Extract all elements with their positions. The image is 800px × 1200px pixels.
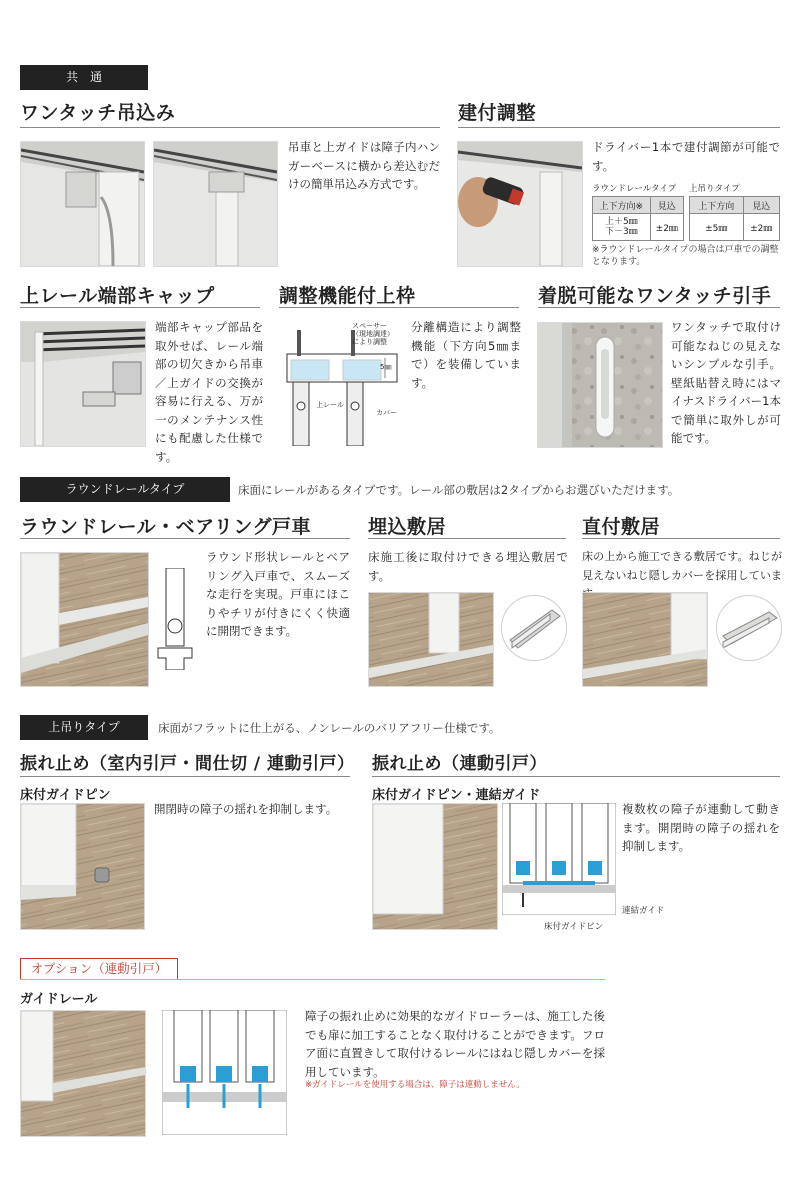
table-header: 上下方向 xyxy=(690,197,744,214)
onetouch-text: 吊車と上ガイドは障子内ハンガーベースに横から差込むだけの簡単吊込み方式です。 xyxy=(288,140,440,191)
sway2-subtitle: 床付ガイドピン・連結ガイド xyxy=(372,788,541,803)
divider xyxy=(20,127,440,128)
embedded-text: 床施工後に取付けできる埋込敷居です。 xyxy=(368,550,568,583)
option-diagram xyxy=(162,1010,287,1135)
table-cell: ±2㎜ xyxy=(743,214,779,241)
divider xyxy=(538,307,780,308)
frame-label-5mm: 5㎜ xyxy=(380,363,392,371)
sway2-title: 振れ止め（連動引戸） xyxy=(372,754,547,774)
divider xyxy=(582,538,780,539)
table-header: 見込 xyxy=(650,197,683,214)
adjust-note: ※ラウンドレールタイプの場合は戸車での調整となります。 xyxy=(592,245,779,267)
section-tag-option: オプション（連動引戸） xyxy=(20,958,178,980)
sway2-label-pin: 床付ガイドピン xyxy=(544,922,604,932)
divider xyxy=(20,776,350,777)
frame-label-cover: カバー xyxy=(376,409,397,417)
option-photo xyxy=(20,1010,146,1137)
onetouch-photo-1 xyxy=(20,141,145,267)
sway1-text: 開閉時の障子の揺れを抑制します。 xyxy=(154,802,338,816)
sway1-photo xyxy=(20,803,145,930)
divider xyxy=(279,307,519,308)
divider xyxy=(368,538,566,539)
direct-title: 直付敷居 xyxy=(582,516,661,538)
section-tag-common: 共 通 xyxy=(20,65,148,90)
adjust-text: ドライバー1本で建付調節が可能です。 xyxy=(592,140,780,173)
onetouch-photo-2 xyxy=(153,141,278,267)
divider xyxy=(20,979,605,980)
table-cell: 上＋5㎜ 下－3㎜ xyxy=(593,214,651,241)
sway2-photo xyxy=(372,803,498,930)
direct-photo xyxy=(582,592,708,687)
option-subtitle: ガイドレール xyxy=(20,992,98,1007)
frame-text: 分離構造により調整機能（下方向5㎜まで）を装備しています。 xyxy=(411,320,521,390)
round-lead: 床面にレールがあるタイプです。レール部の敷居は2タイプからお選びいただけます。 xyxy=(238,483,680,497)
handle-title: 着脱可能なワンタッチ引手 xyxy=(538,285,772,307)
table-header: 上下方向※ xyxy=(593,197,651,214)
adjust-hang-label: 上吊りタイプ xyxy=(689,184,740,194)
option-note: ※ガイドレールを使用する場合は、障子は連動しません。 xyxy=(305,1080,525,1090)
adjust-round-label: ラウンドレールタイプ xyxy=(592,184,677,194)
direct-sill-detail xyxy=(716,595,782,661)
bearing-photo xyxy=(20,552,149,687)
adjust-title: 建付調整 xyxy=(458,102,537,124)
handle-photo xyxy=(537,322,663,448)
onetouch-title: ワンタッチ吊込み xyxy=(20,102,176,124)
direct-text: 床の上から施工できる敷居です。ねじが見えないねじ隠しカバーを採用していま xyxy=(582,550,782,582)
bearing-diagram xyxy=(156,568,194,670)
cap-photo xyxy=(20,321,146,447)
bearing-title: ラウンドレール・ベアリング戸車 xyxy=(20,516,311,538)
divider xyxy=(20,538,350,539)
cap-text: 端部キャップ部品を取外せば、レール端部の切欠きから吊車／上ガイドの交換が容易に行える、万が一のメンテナンス性にも配慮した仕様です。 xyxy=(155,320,263,464)
frame-label-rail: 上レール xyxy=(316,401,344,409)
sway2-diagram xyxy=(502,803,616,915)
section-tag-hanging: 上吊りタイプ xyxy=(20,715,148,740)
adjust-round-table xyxy=(592,196,684,241)
table-header: 見込 xyxy=(743,197,779,214)
frame-title: 調整機能付上枠 xyxy=(279,285,416,307)
divider xyxy=(458,127,780,128)
sway2-label-link: 連結ガイド xyxy=(622,906,665,916)
sway2-text: 複数枚の障子が連動して動きます。開閉時の障子の揺れを抑制します。 xyxy=(622,802,780,853)
embedded-photo xyxy=(368,592,494,687)
cap-title: 上レール端部キャップ xyxy=(20,285,215,307)
sway1-title: 振れ止め（室内引戸・間仕切 / 連動引戸） xyxy=(20,754,355,774)
hanging-lead: 床面がフラットに仕上がる、ノンレールのバリアフリー仕様です。 xyxy=(158,721,501,735)
divider xyxy=(372,776,780,777)
handle-text: ワンタッチで取付け可能なねじの見えないシンプルな引手。壁紙貼替え時にはマイナスドライバー1本で簡単に取外しが可能です。 xyxy=(671,320,781,445)
bearing-text: ラウンド形状レールとベアリング入戸車で、スムーズな走行を実現。戸車にほこりやチリが付きにくく快適に開閉できます。 xyxy=(206,550,350,638)
frame-label-spacer: スペーサー （現地調達） により調整 xyxy=(352,322,394,346)
table-cell: ±5㎜ xyxy=(690,214,744,241)
adjust-hang-table xyxy=(689,196,780,241)
table-cell: ±2㎜ xyxy=(650,214,683,241)
option-text: 障子の振れ止めに効果的なガイドローラーは、施工した後でも扉に加工することなく取付けることができます。フロア面に直置きして取付けるレールにはねじ隠しカバーを採用しています。 xyxy=(305,1009,605,1079)
section-tag-round: ラウンドレールタイプ xyxy=(20,477,230,502)
embedded-title: 埋込敷居 xyxy=(368,516,447,538)
adjust-photo xyxy=(457,141,583,267)
sway1-subtitle: 床付ガイドピン xyxy=(20,788,111,803)
embedded-sill-detail xyxy=(501,595,567,661)
divider xyxy=(20,307,260,308)
